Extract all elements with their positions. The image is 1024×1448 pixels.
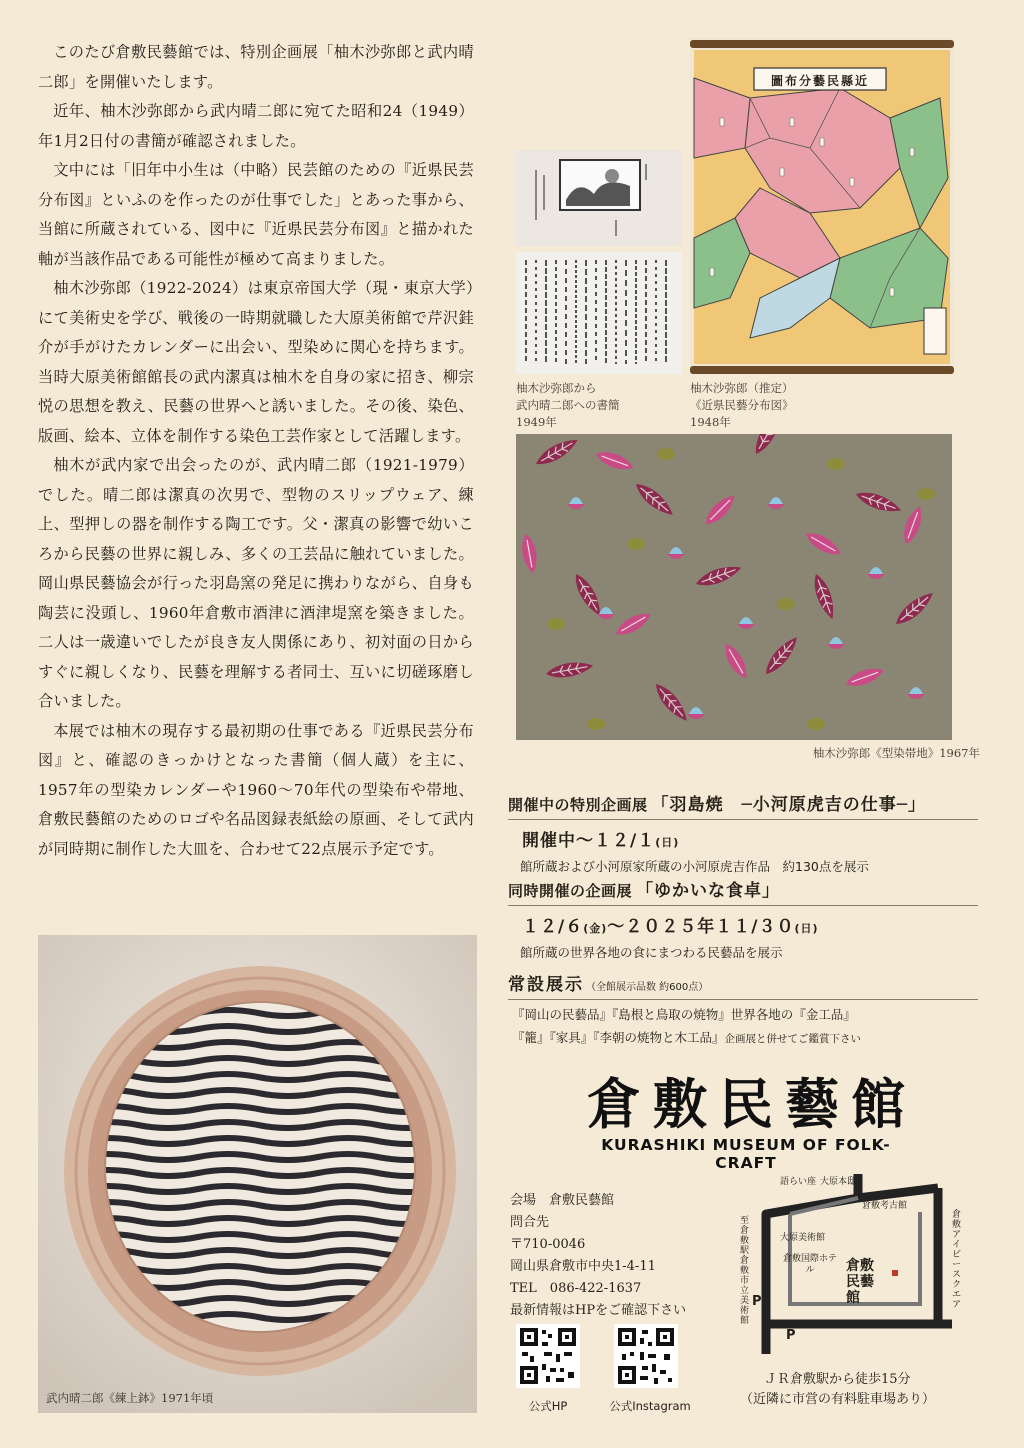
current-exhibition-dates-row [522, 826, 978, 851]
qr-icon [516, 1324, 580, 1388]
letter-photo-top [516, 150, 682, 246]
museum-logo-en: KURASHIKI MUSEUM OF FOLK-CRAFT [601, 1136, 891, 1172]
museum-logo-jp: 倉敷民藝館 [587, 1073, 917, 1136]
address: 岡山県倉敷市中央1-4-11 [510, 1259, 656, 1274]
letter-caption [516, 380, 620, 431]
parking-icon: P [786, 1328, 796, 1343]
access-note: ＪＲ倉敷駅から徒歩15分 [764, 1372, 911, 1387]
inquiry-label: 問合先 [510, 1215, 550, 1230]
concurrent-exhibition [508, 876, 978, 961]
permanent-exhibition-heading: 常設展示 [508, 975, 584, 995]
divider [508, 999, 978, 1000]
qr-icon [614, 1324, 678, 1388]
latest-info: 最新情報はHPをご確認下さい [510, 1303, 687, 1318]
map-title: 近縣民藝分布圖 [770, 74, 869, 88]
weekday: (金) [583, 922, 608, 935]
permanent-line-2-items: 『籠』『家具』『李朝の焼物と木工品』 [512, 1030, 725, 1045]
phone: TEL 086-422-1637 [510, 1281, 642, 1296]
label-mingeikan: 倉敷民藝館 [846, 1258, 874, 1306]
article-paragraph: 柚木が武内家で出会ったのが、武内晴二郎（1921-1979）でした。晴二郎は潔真の次男で、型物のスリップウェア、練上、型押しの器を制作する陶工です。父・潔真の影響で幼いころから民藝の世界に親しみ、多くの工芸品に触れていました。岡山県民藝協会が行った羽島窯の発足に携わりながら、自身も陶芸に没頭し、1960年倉敷市酒津に酒津堤窯を築きました。二人は一歳違いでしたが良き友人関係にあり、初対面の日からすぐに親しくなり、民藝を理解する者同士、互いに切磋琢磨し合いました。 [38, 456, 474, 710]
bowl-illustration [38, 935, 477, 1413]
label-ohara-honbu: 大原本邸 [820, 1177, 857, 1187]
folkcraft-map-scroll [690, 38, 954, 374]
venue: 会場 倉敷民藝館 [510, 1193, 615, 1208]
concurrent-exhibition-title: 「ゆかいな食卓」 [636, 881, 781, 901]
contact-block [510, 1190, 686, 1322]
caption-line: 1948年 [690, 415, 731, 429]
fabric-photo [516, 434, 952, 740]
bowl-caption: 武内晴二郎《練上鉢》1971年頃 [46, 1391, 214, 1405]
map-caption [690, 380, 794, 431]
permanent-line-2-note: 企画展と併せてご鑑賞下さい [724, 1033, 862, 1045]
end-date: ～２０２５年１１/３０ [607, 917, 795, 937]
permanent-exhibition [508, 970, 978, 1046]
caption-line: 武内晴二郎への書簡 [516, 398, 620, 412]
divider [508, 819, 978, 820]
start-date: １２/６ [522, 917, 584, 937]
article-paragraph: 本展では柚木の現存する最初期の仕事である『近県民芸分布図』と、確認のきっかけとなった書簡（個人蔵）を主に、1957年の型染カレンダーや1960～70年代の型染布や帯地、倉敷民藝館のためのロゴや名品図録表紙絵の原画、そして武内が同時期に制作した大皿を、合わせて22点展示予定です。 [38, 721, 474, 858]
permanent-line-1: 『岡山の民藝品』『島根と鳥取の焼物』世界各地の『金工品』 [512, 1007, 856, 1022]
qr-code-hp[interactable] [516, 1324, 580, 1388]
fabric-caption: 柚木沙弥郎《型染帯地》1967年 [812, 746, 980, 760]
article-paragraph: 柚木沙弥郎（1922-2024）は東京帝国大学（現・東京大学）にて美術史を学び、戦後の一時期就職した大原美術館で芹沢銈介が手がけたカレンダーに出会い、型染めに関心を持ちます。当時大原美術館館長の武内潔真は柚木を自身の家に招き、柳宗悦の思想を教え、民藝の世界へと誘いました。その後、染色、版画、絵本、立体を制作する染色工芸作家として活躍します。 [38, 279, 474, 445]
qr-code-instagram[interactable] [614, 1324, 678, 1388]
concurrent-exhibition-heading: 同時開催の企画展 [508, 882, 633, 900]
caption-line: 《近県民藝分布図》 [690, 398, 794, 412]
article-paragraph: このたび倉敷民藝館では、特別企画展「柚木沙弥郎と武内晴二郎」を開催いたします。 [38, 43, 474, 91]
label-hotel: 倉敷国際ホテル [782, 1254, 837, 1275]
caption-line: 1949年 [516, 415, 557, 429]
parking-note: （近隣に市営の有料駐車場あり） [740, 1392, 936, 1407]
article-body [38, 38, 474, 864]
label-katarai: 語らい座 [780, 1177, 817, 1187]
current-exhibition [508, 790, 978, 875]
permanent-exhibition-note: （全館展示品数 約600点） [586, 982, 709, 993]
letter-photo-bottom [516, 252, 682, 374]
current-exhibition-desc: 館所蔵および小河原家所蔵の小河原虎吉作品 約130点を展示 [520, 859, 869, 874]
postal-code: 〒710-0046 [510, 1237, 586, 1252]
weekday: (日) [794, 922, 819, 935]
permanent-line-2 [512, 1028, 978, 1046]
label-to-station: 至倉敷駅 [740, 1216, 750, 1256]
current-exhibition-heading: 開催中の特別企画展 [508, 796, 648, 814]
concurrent-exhibition-desc: 館所蔵の世界各地の食にまつわる民藝品を展示 [520, 945, 783, 960]
label-city-museum: 倉敷市立美術館 [740, 1256, 750, 1326]
label-ohara-museum: 大原美術館 [780, 1233, 826, 1243]
concurrent-exhibition-dates-row [522, 912, 978, 937]
qr-hp-label: 公式HP [528, 1399, 568, 1413]
article-paragraph: 文中には「旧年中小生は（中略）民芸館のための『近県民芸分布図』といふのを作ったのが仕事でした」とあった事から、当館に所蔵されている、図中に『近県民芸分布図』と描かれた軸が当該作品である可能性が極めて高まりました。 [38, 161, 474, 268]
divider [508, 905, 978, 906]
parking-icon: P [752, 1294, 762, 1309]
access-map [738, 1170, 974, 1356]
label-ivy-square: 倉敷アイビースクエア [952, 1210, 962, 1310]
bowl-photo [38, 935, 477, 1413]
current-exhibition-dates: 開催中～１２/１ [522, 831, 656, 851]
weekday: (日) [655, 836, 680, 849]
article-paragraph: 近年、柚木沙弥郎から武内晴二郎に宛てた昭和24（1949）年1月2日付の書簡が確認されました。 [38, 102, 474, 150]
qr-instagram-label: 公式Instagram [609, 1399, 691, 1413]
current-exhibition-title: 「羽島焼 ─小河原虎吉の仕事─」 [651, 795, 926, 815]
caption-line: 柚木沙弥郎（推定） [690, 381, 794, 395]
label-kokokan: 倉敷考古館 [862, 1201, 908, 1211]
caption-line: 柚木沙弥郎から [516, 381, 597, 395]
